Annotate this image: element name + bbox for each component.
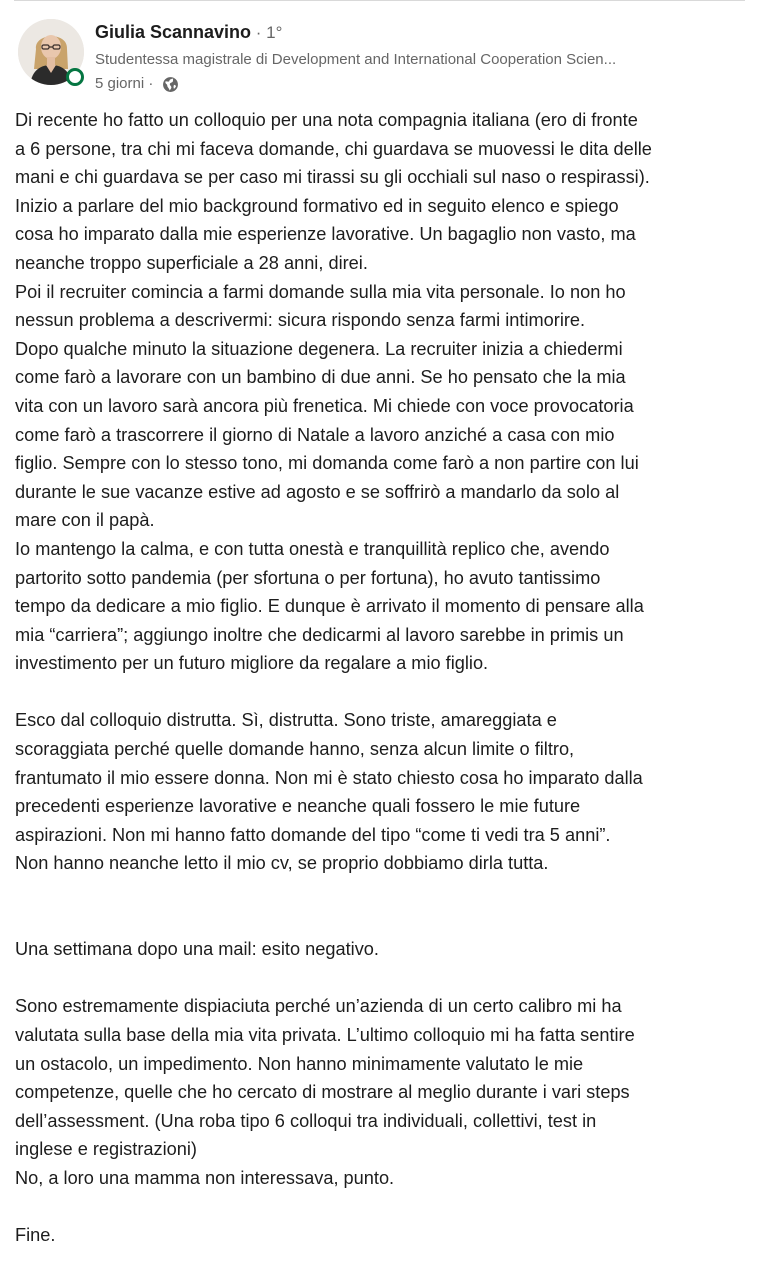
post-line: frantumato il mio essere donna. Non mi è stato chiesto cosa ho imparato dalla bbox=[15, 767, 643, 788]
post-line: neanche troppo superficiale a 28 anni, direi. bbox=[15, 252, 368, 273]
post-line: aspirazioni. Non mi hanno fatto domande del tipo “come ti vedi tra 5 anni”. bbox=[15, 824, 611, 845]
post-line: valutata sulla base della mia vita privata. L’ultimo colloquio mi ha fatta sentire bbox=[15, 1025, 635, 1045]
post-line: dell’assessment. (Una roba tipo 6 colloqui tra individuali, collettivi, test in bbox=[15, 1110, 597, 1131]
post-line: competenze, quelle che ho cercato di mostrare al meglio durante i vari steps bbox=[15, 1082, 630, 1103]
post-meta bbox=[95, 74, 179, 94]
post-line: figlio. Sempre con lo stesso tono, mi domanda come farò a non partire con lui bbox=[15, 453, 639, 474]
post-line: Dopo qualche minuto la situazione degenera. La recruiter inizia a chiedermi bbox=[15, 338, 623, 359]
post-line: mare con il papà. bbox=[15, 510, 155, 531]
post-line: Inizio a parlare del mio background formativo ed in seguito elenco e spiego bbox=[15, 195, 619, 216]
author-name[interactable]: Giulia Scannavino bbox=[95, 22, 252, 42]
post-line: Esco dal colloquio distrutta. Sì, distrutta. Sono triste, amareggiata e bbox=[15, 710, 557, 731]
post-line: a 6 persone, tra chi mi faceva domande, chi guardava se muovessi le dita delle bbox=[15, 138, 652, 159]
meta-separator: · bbox=[144, 75, 158, 92]
post-line: come farò a trascorrere il giorno di Natale a lavoro anziché a casa con mio bbox=[15, 424, 615, 445]
post-line: come farò a lavorare con un bambino di due anni. Se ho pensato che la mia bbox=[15, 367, 626, 388]
online-status-icon bbox=[66, 68, 84, 86]
post-line: Non hanno neanche letto il mio cv, se proprio dobbiamo dirla tutta. bbox=[15, 853, 549, 874]
top-divider bbox=[14, 0, 745, 1]
post-line: mani e chi guardava se per caso mi tirassi su gli occhiali sul naso o respirassi). bbox=[15, 167, 650, 188]
post-line: vita con un lavoro sarà ancora più frenetica. Mi chiede con voce provocatoria bbox=[15, 395, 634, 416]
post-line: Di recente ho fatto un colloquio per una nota compagnia italiana (ero di fronte bbox=[15, 110, 638, 130]
post-line: cosa ho imparato dalla mie esperienze lavorative. Un bagaglio non vasto, ma bbox=[15, 224, 636, 245]
connection-degree: · 1° bbox=[251, 23, 283, 42]
globe-icon bbox=[162, 76, 179, 93]
post-line: nessun problema a descrivermi: sicura rispondo senza farmi intimorire. bbox=[15, 310, 586, 331]
post-line: scoraggiata perché quelle domande hanno, senza alcun limite o filtro, bbox=[15, 739, 575, 760]
post-line: Una settimana dopo una mail: esito negativo. bbox=[15, 939, 379, 960]
post-line: tempo da dedicare a mio figlio. E dunque è arrivato il momento di pensare alla bbox=[15, 596, 644, 617]
post-line: inglese e registrazioni) bbox=[15, 1139, 197, 1160]
post-line: investimento per un futuro migliore da regalare a mio figlio. bbox=[15, 653, 489, 674]
paragraph-gap bbox=[15, 1193, 755, 1222]
post-line: precedenti esperienze lavorative e neanche quali fossero le mie future bbox=[15, 796, 581, 817]
post-time[interactable]: 5 giorni bbox=[95, 75, 145, 92]
post-line: No, a loro una mamma non interessava, punto. bbox=[15, 1167, 395, 1188]
paragraph-gap bbox=[15, 678, 755, 707]
post-body bbox=[15, 106, 755, 1250]
post-line: Sono estremamente dispiaciuta perché un’azienda di un certo calibro mi ha bbox=[15, 996, 622, 1017]
post-line: durante le sue vacanze estive ad agosto e se soffrirò a mandarlo da solo al bbox=[15, 481, 620, 502]
post-line: Poi il recruiter comincia a farmi domande sulla mia vita personale. Io non ho bbox=[15, 281, 626, 302]
post-line: Fine. bbox=[15, 1225, 56, 1246]
post-line: un ostacolo, un impedimento. Non hanno minimamente valutato le mie bbox=[15, 1053, 584, 1074]
paragraph-gap bbox=[15, 964, 755, 993]
post-line: Io mantengo la calma, e con tutta onestà e tranquillità replico che, avendo bbox=[15, 538, 610, 559]
post-line: mia “carriera”; aggiungo inoltre che dedicarmi al lavoro sarebbe in primis un bbox=[15, 624, 624, 645]
author-line bbox=[95, 20, 282, 45]
author-headline: Studentessa magistrale di Development and International Cooperation Scien... bbox=[95, 51, 617, 68]
post-header bbox=[14, 16, 744, 96]
post-line: partorito sotto pandemia (per sfortuna o per fortuna), ho avuto tantissimo bbox=[15, 567, 601, 588]
paragraph-gap bbox=[15, 878, 755, 935]
